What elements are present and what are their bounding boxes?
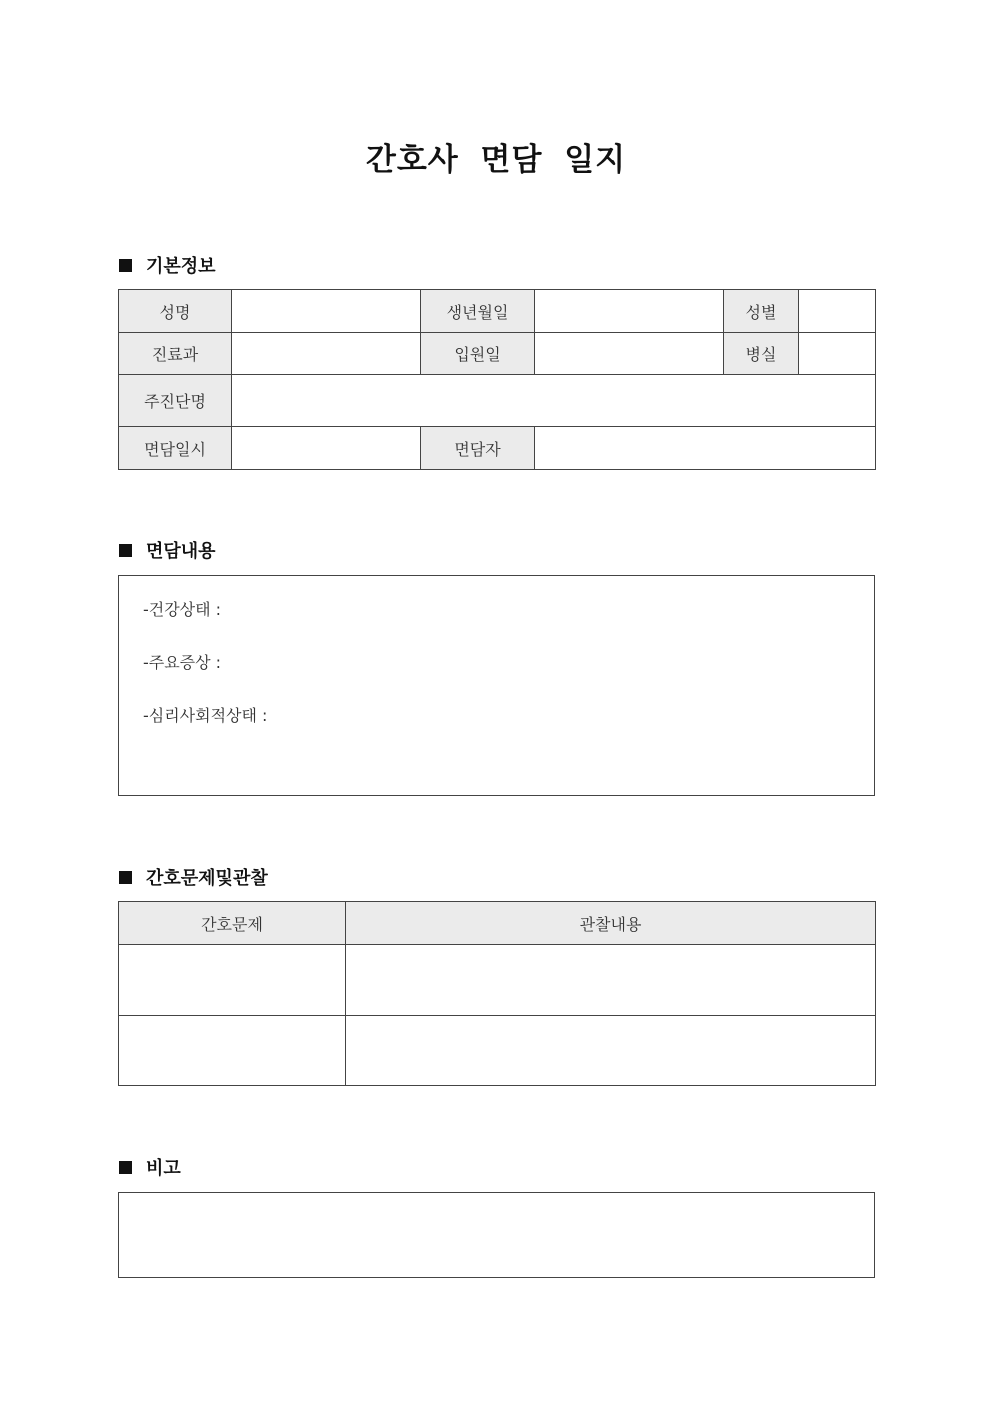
section-heading-nursing-problems	[119, 866, 268, 888]
interview-content-box[interactable]	[118, 575, 875, 796]
square-bullet-icon	[119, 259, 132, 272]
birth-date-label: 생년월일	[421, 290, 535, 333]
ward-label: 병실	[724, 333, 799, 375]
table-row	[119, 1016, 876, 1086]
column-header-nursing-problem: 간호문제	[119, 902, 346, 945]
table-row	[119, 375, 876, 427]
table-row	[119, 427, 876, 470]
section-heading-basic-info	[119, 254, 216, 276]
document-title: 간호사 면담 일지	[365, 142, 627, 178]
section-heading-remarks	[119, 1156, 181, 1178]
department-label: 진료과	[119, 333, 232, 375]
interview-datetime-field[interactable]	[232, 427, 421, 470]
main-diagnosis-field[interactable]	[232, 375, 876, 427]
department-field[interactable]	[232, 333, 421, 375]
section-heading-interview-content	[119, 539, 216, 561]
table-row	[119, 290, 876, 333]
table-header-row	[119, 902, 876, 945]
section-heading-label: 간호문제및관찰	[146, 868, 268, 889]
remarks-box[interactable]	[118, 1192, 875, 1278]
nursing-problem-cell[interactable]	[119, 1016, 346, 1086]
main-diagnosis-label: 주진단명	[119, 375, 232, 427]
psychosocial-status-line: -심리사회적상태 :	[143, 706, 268, 725]
admission-date-label: 입원일	[421, 333, 535, 375]
table-row	[119, 945, 876, 1016]
square-bullet-icon	[119, 544, 132, 557]
name-field[interactable]	[232, 290, 421, 333]
gender-field[interactable]	[799, 290, 876, 333]
interviewer-field[interactable]	[535, 427, 876, 470]
admission-date-field[interactable]	[535, 333, 724, 375]
nursing-problem-cell[interactable]	[119, 945, 346, 1016]
health-status-line: -건강상태 :	[143, 600, 222, 619]
birth-date-field[interactable]	[535, 290, 724, 333]
square-bullet-icon	[119, 871, 132, 884]
section-heading-label: 비고	[146, 1158, 181, 1179]
table-row	[119, 333, 876, 375]
basic-info-table	[118, 289, 876, 470]
interviewer-label: 면담자	[421, 427, 535, 470]
column-header-observation: 관찰내용	[346, 902, 876, 945]
name-label: 성명	[119, 290, 232, 333]
section-heading-label: 기본정보	[146, 256, 216, 277]
gender-label: 성별	[724, 290, 799, 333]
section-heading-label: 면담내용	[146, 541, 216, 562]
main-symptoms-line: -주요증상 :	[143, 653, 222, 672]
observation-cell[interactable]	[346, 1016, 876, 1086]
nursing-problems-table	[118, 901, 876, 1086]
ward-field[interactable]	[799, 333, 876, 375]
observation-cell[interactable]	[346, 945, 876, 1016]
square-bullet-icon	[119, 1161, 132, 1174]
interview-datetime-label: 면담일시	[119, 427, 232, 470]
